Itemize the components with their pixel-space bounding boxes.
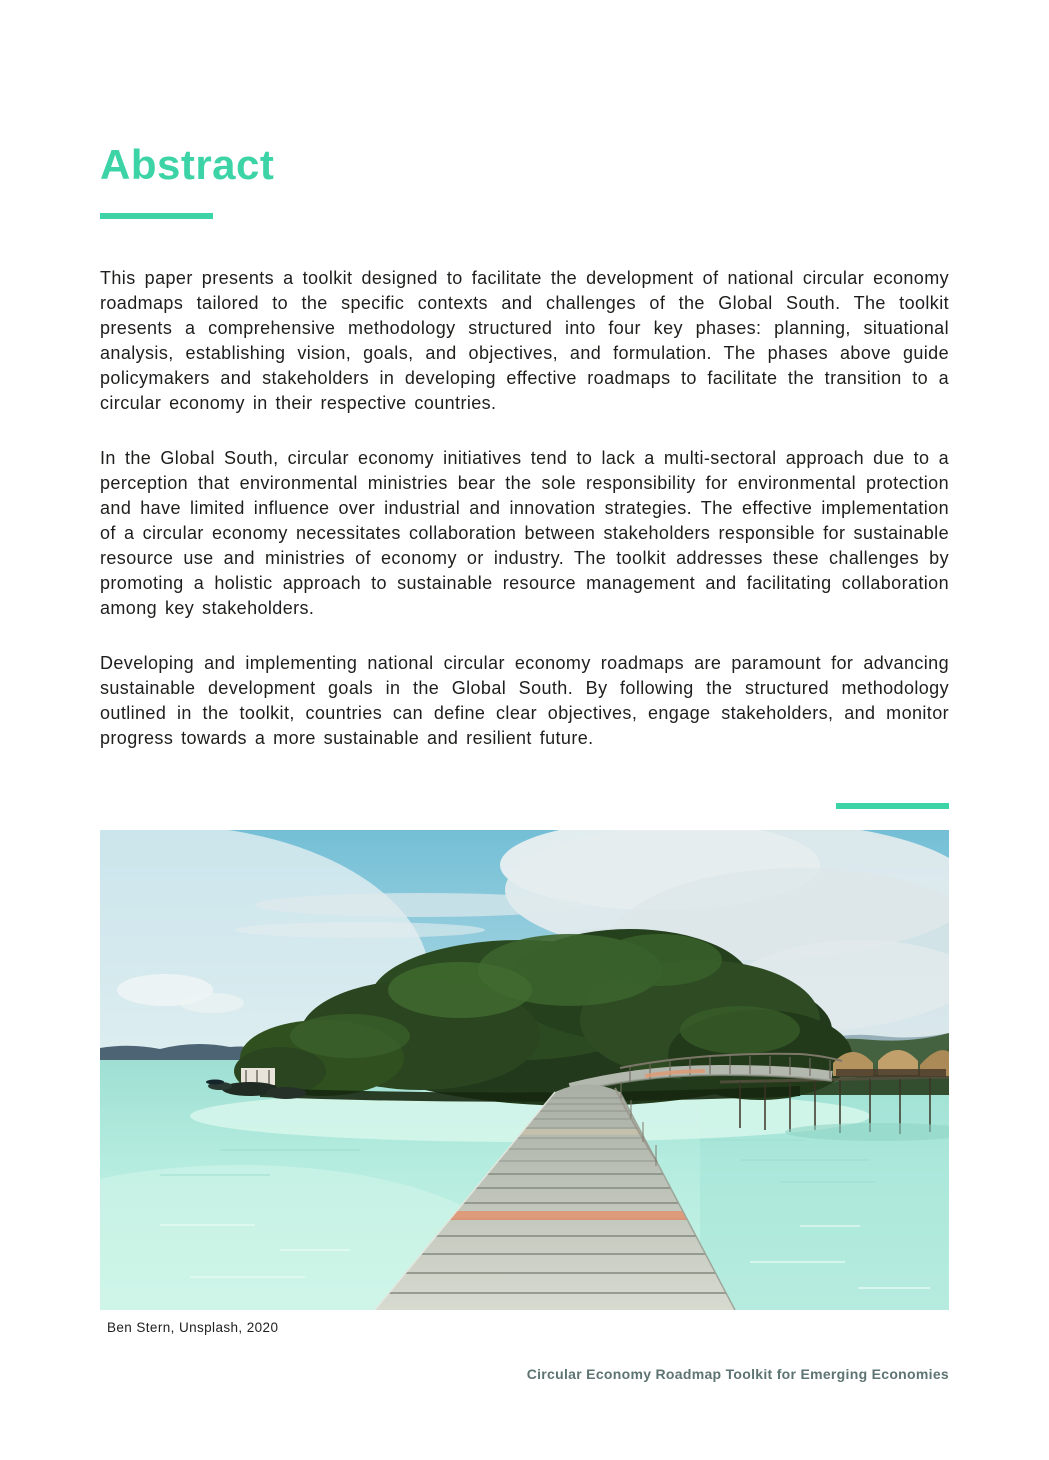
photo-credit: Ben Stern, Unsplash, 2020 [107, 1320, 279, 1335]
footer-running-title: Circular Economy Roadmap Toolkit for Emerging Economies [526, 1366, 949, 1382]
abstract-body [100, 266, 949, 781]
island-boardwalk-illustration [100, 830, 949, 1310]
boat [206, 1080, 224, 1085]
abstract-paragraph: In the Global South, circular economy initiatives tend to lack a multi-sectoral approach due to a perception that environmental ministries bear the sole responsibility for environmental protection and have limited influence over industrial and innovation strategies. The effective implementation of a circular economy necessitates collaboration between stakeholders responsible for sustainable resource use and ministries of economy or industry. The toolkit addresses these challenges by promoting a holistic approach to sustainable resource management and facilitating collaboration among key stakeholders. [100, 448, 949, 618]
figure-accent-rule [836, 803, 949, 809]
title-underline-rule [100, 213, 213, 219]
abstract-paragraph: Developing and implementing national circular economy roadmaps are paramount for advancing sustainable development goals in the Global South. By following the structured methodology outlined in the toolkit, countries can define clear objectives, engage stakeholders, and monitor progress towards a more sustainable and resilient future. [100, 653, 949, 748]
island-boardwalk-photo [100, 830, 949, 1310]
abstract-paragraph: This paper presents a toolkit designed to facilitate the development of national circular economy roadmaps tailored to the specific contexts and challenges of the Global South. The toolkit presents a comprehensive methodology structured into four key phases: planning, situational analysis, establishing vision, goals, and objectives, and formulation. The phases above guide policymakers and stakeholders in developing effective roadmaps to facilitate the transition to a circular economy in their respective countries. [100, 268, 949, 413]
page-title: Abstract [100, 141, 275, 188]
